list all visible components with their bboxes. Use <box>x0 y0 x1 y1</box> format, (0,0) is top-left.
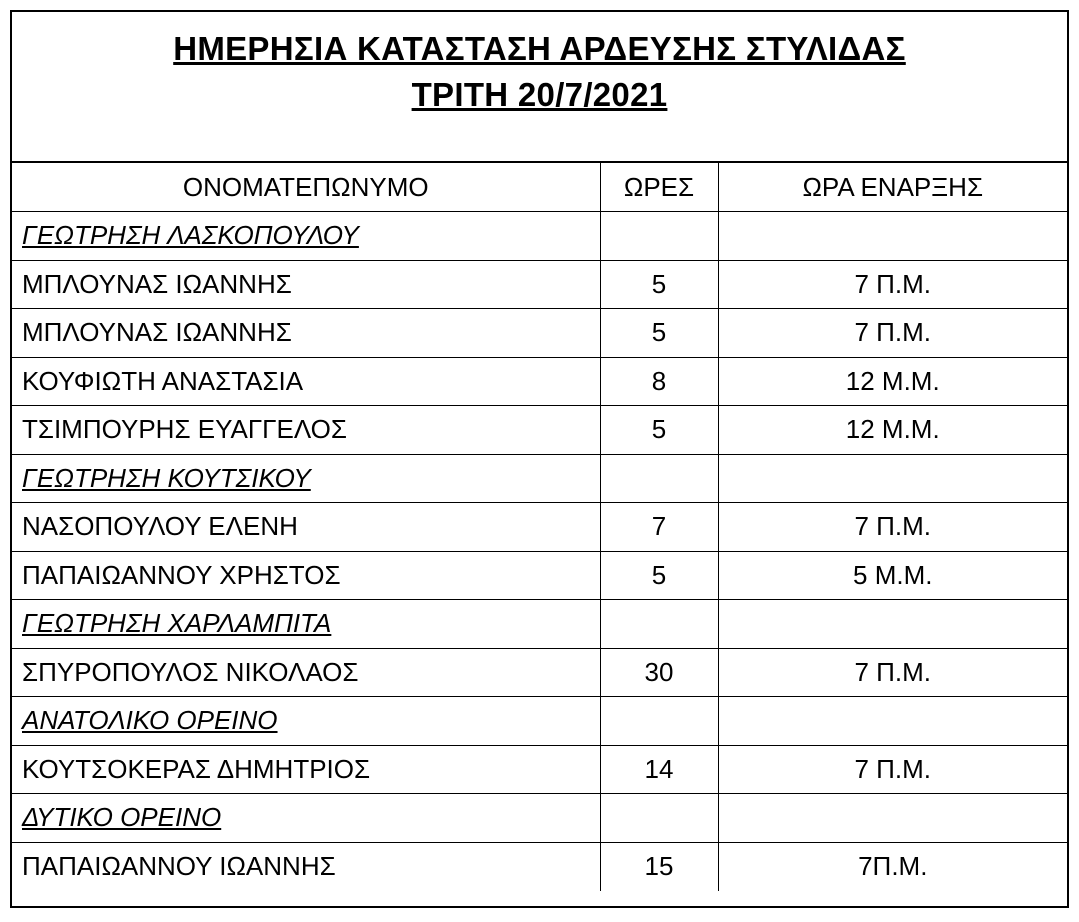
section-empty-cell <box>718 697 1067 746</box>
table-row <box>12 745 1067 794</box>
section-title: ΑΝΑΤΟΛΙΚΟ ΟΡΕΙΝΟ <box>12 697 600 746</box>
person-name-cell: ΝΑΣΟΠΟΥΛΟΥ ΕΛΕΝΗ <box>12 503 600 552</box>
section-title: ΓΕΩΤΡΗΣΗ ΛΑΣΚΟΠΟΥΛΟΥ <box>12 212 600 261</box>
table-row <box>12 648 1067 697</box>
section-empty-cell <box>600 454 718 503</box>
table-row <box>12 842 1067 891</box>
section-row <box>12 697 1067 746</box>
person-name-cell: ΤΣΙΜΠΟΥΡΗΣ ΕΥΑΓΓΕΛΟΣ <box>12 406 600 455</box>
start-time-cell: 7 Π.Μ. <box>718 503 1067 552</box>
person-name-cell: ΚΟΥΤΣΟΚΕΡΑΣ ΔΗΜΗΤΡΙΟΣ <box>12 745 600 794</box>
hours-cell: 8 <box>600 357 718 406</box>
table-row <box>12 357 1067 406</box>
person-name-cell: ΠΑΠΑΙΩΑΝΝΟΥ ΧΡΗΣΤΟΣ <box>12 551 600 600</box>
section-title: ΔΥΤΙΚΟ ΟΡΕΙΝΟ <box>12 794 600 843</box>
section-row <box>12 794 1067 843</box>
section-title: ΓΕΩΤΡΗΣΗ ΚΟΥΤΣΙΚΟΥ <box>12 454 600 503</box>
section-empty-cell <box>718 454 1067 503</box>
start-time-cell: 7 Π.Μ. <box>718 309 1067 358</box>
schedule-table-body <box>12 163 1067 891</box>
hours-cell: 15 <box>600 842 718 891</box>
section-empty-cell <box>600 212 718 261</box>
irrigation-schedule-document <box>10 10 1069 908</box>
table-row <box>12 406 1067 455</box>
document-title: ΗΜΕΡΗΣΙΑ ΚΑΤΑΣΤΑΣΗ ΑΡΔΕΥΣΗΣ ΣΤΥΛΙΔΑΣ <box>173 30 906 67</box>
column-header-hours: ΩΡΕΣ <box>600 163 718 212</box>
start-time-cell: 12 Μ.Μ. <box>718 406 1067 455</box>
start-time-cell: 7 Π.Μ. <box>718 648 1067 697</box>
table-row <box>12 551 1067 600</box>
person-name-cell: ΠΑΠΑΙΩΑΝΝΟΥ ΙΩΑΝΝΗΣ <box>12 842 600 891</box>
section-row <box>12 600 1067 649</box>
schedule-table <box>12 163 1067 891</box>
start-time-cell: 12 Μ.Μ. <box>718 357 1067 406</box>
table-row <box>12 309 1067 358</box>
table-row <box>12 503 1067 552</box>
hours-cell: 5 <box>600 260 718 309</box>
hours-cell: 5 <box>600 309 718 358</box>
table-row <box>12 260 1067 309</box>
section-title: ΓΕΩΤΡΗΣΗ ΧΑΡΛΑΜΠΙΤΑ <box>12 600 600 649</box>
column-header-start-time: ΩΡΑ ΕΝΑΡΞΗΣ <box>718 163 1067 212</box>
start-time-cell: 5 Μ.Μ. <box>718 551 1067 600</box>
person-name-cell: ΣΠΥΡΟΠΟΥΛΟΣ ΝΙΚΟΛΑΟΣ <box>12 648 600 697</box>
start-time-cell: 7 Π.Μ. <box>718 260 1067 309</box>
section-empty-cell <box>718 794 1067 843</box>
hours-cell: 7 <box>600 503 718 552</box>
person-name-cell: ΜΠΛΟΥΝΑΣ ΙΩΑΝΝΗΣ <box>12 260 600 309</box>
document-title-block <box>12 12 1067 163</box>
person-name-cell: ΚΟΥΦΙΩΤΗ ΑΝΑΣΤΑΣΙΑ <box>12 357 600 406</box>
section-empty-cell <box>718 212 1067 261</box>
hours-cell: 5 <box>600 551 718 600</box>
start-time-cell: 7 Π.Μ. <box>718 745 1067 794</box>
section-row <box>12 454 1067 503</box>
section-row <box>12 212 1067 261</box>
section-empty-cell <box>600 697 718 746</box>
hours-cell: 14 <box>600 745 718 794</box>
section-empty-cell <box>600 600 718 649</box>
section-empty-cell <box>600 794 718 843</box>
table-header-row <box>12 163 1067 212</box>
document-date: ΤΡΙΤΗ 20/7/2021 <box>411 76 668 113</box>
column-header-name: ΟΝΟΜΑΤΕΠΩΝΥΜΟ <box>12 163 600 212</box>
section-empty-cell <box>718 600 1067 649</box>
start-time-cell: 7Π.Μ. <box>718 842 1067 891</box>
hours-cell: 30 <box>600 648 718 697</box>
person-name-cell: ΜΠΛΟΥΝΑΣ ΙΩΑΝΝΗΣ <box>12 309 600 358</box>
hours-cell: 5 <box>600 406 718 455</box>
